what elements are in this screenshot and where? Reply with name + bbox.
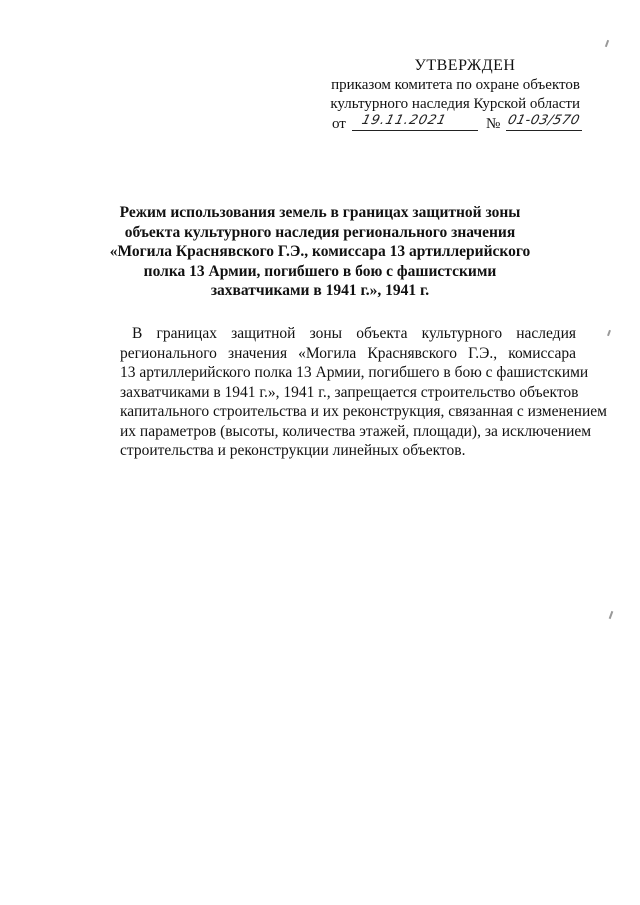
body-line: строительства и реконструкции линейных объектов.	[120, 442, 466, 459]
date-underline	[352, 130, 478, 131]
title-line: полка 13 Армии, погибшего в бою с фашистскими	[143, 262, 497, 280]
body-line: 13 артиллерийского полка 13 Армии, погибшего в бою с фашистскими	[120, 364, 589, 381]
number-label: №	[486, 116, 501, 132]
scan-mark	[607, 330, 611, 336]
body-paragraph	[120, 324, 607, 461]
handwritten-date: 19.11.2021	[360, 113, 449, 128]
approval-heading: УТВЕРЖДЕН	[414, 57, 516, 74]
scan-mark	[605, 40, 609, 47]
handwritten-number: 01-03/570	[506, 113, 582, 128]
title-line: Режим использования земель в границах защитной зоны	[119, 204, 521, 221]
approval-stamp	[300, 56, 600, 135]
body-line: регионального значения «Могила Краснявского Г.Э., комиссара	[120, 344, 576, 362]
number-underline	[506, 130, 582, 131]
body-line: их параметров (высоты, количества этажей, площади), за исключением	[120, 422, 592, 440]
document-title	[100, 203, 540, 301]
title-line: объекта культурного наследия регионального значения	[124, 223, 516, 241]
approval-signature-row	[300, 115, 600, 135]
title-line: захватчиками в 1941 г.», 1941 г.	[210, 282, 430, 299]
date-label: от	[332, 116, 346, 132]
approval-line-1: приказом комитета по охране объектов	[331, 77, 580, 93]
scan-mark	[609, 611, 614, 619]
body-line: В границах защитной зоны объекта культурного наследия	[132, 325, 576, 342]
body-line: захватчиками в 1941 г.», 1941 г., запрещается строительство объектов	[120, 383, 579, 401]
body-line: капитального строительства и их реконструкция, связанная с изменением	[120, 403, 607, 420]
title-line: «Могила Краснявского Г.Э., комиссара 13 артиллерийского	[109, 243, 531, 260]
approval-line-2: культурного наследия Курской области	[330, 96, 580, 112]
